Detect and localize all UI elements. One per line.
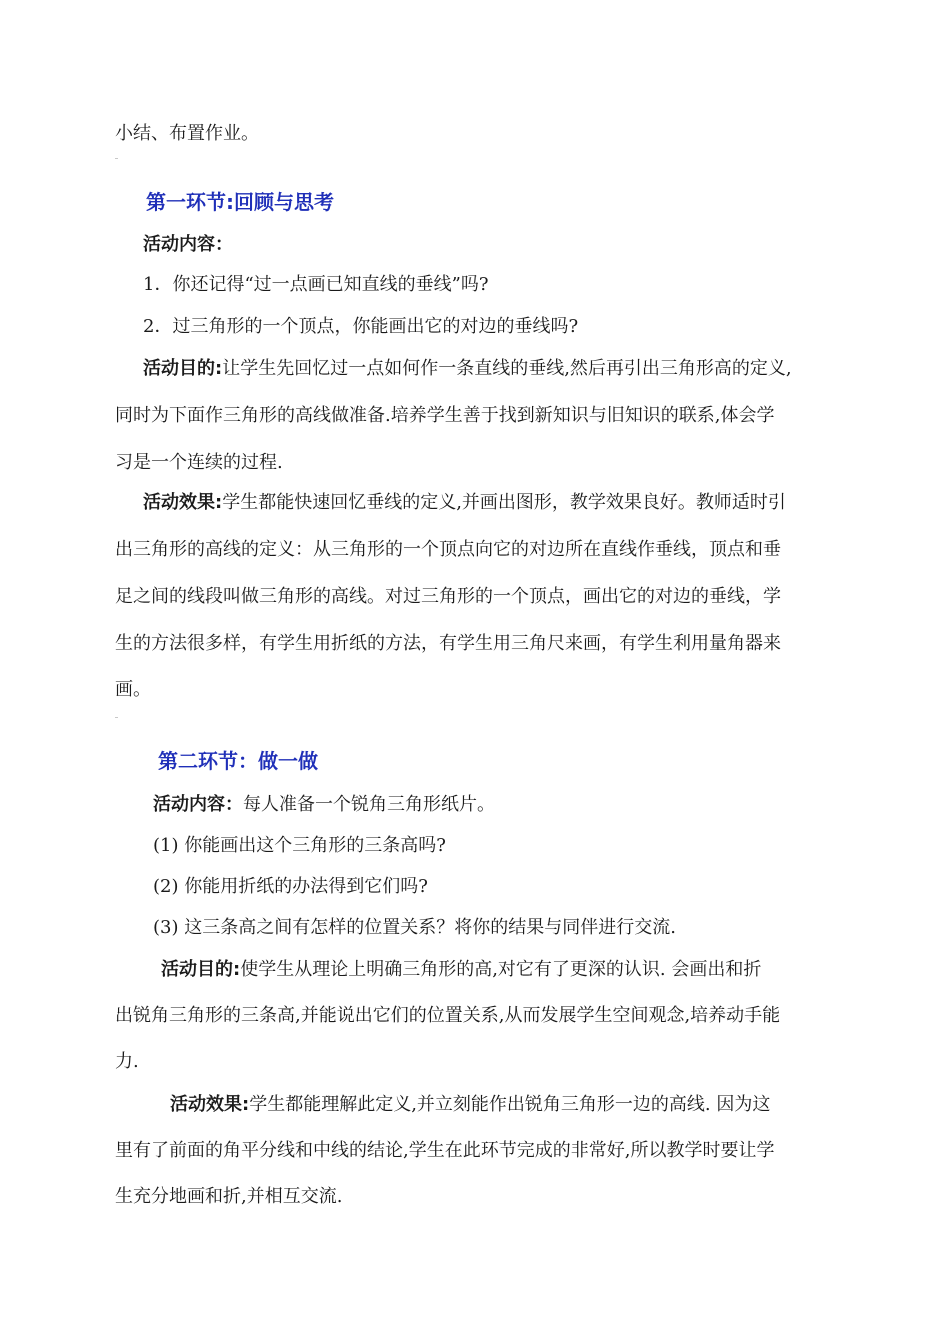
- section2-effect-label: 活动效果:: [170, 1094, 250, 1115]
- section1-effect-line-4: 生的方法很多样，有学生用折纸的方法，有学生用三角尺来画，有学生利用量角器来: [115, 633, 781, 654]
- section2-effect-text: 学生都能理解此定义,并立刻能作出锐角三角形一边的高线. 因为这: [249, 1094, 771, 1115]
- section2-goal-line-3: 力.: [115, 1051, 139, 1072]
- section2-content-line: [153, 793, 878, 817]
- section1-effect-line-3: 足之间的线段叫做三角形的高线。对过三角形的一个顶点，画出它的对边的垂线，学: [115, 586, 781, 607]
- section1-effect-line-1: [143, 491, 843, 515]
- section2-effect-line-1: [170, 1093, 850, 1117]
- section2-content-text: 每人准备一个锐角三角形纸片。: [243, 794, 495, 815]
- intro-summary: 小结、布置作业。: [115, 123, 259, 144]
- section1-effect-label: 活动效果:: [143, 492, 223, 513]
- paragraph-mark: [115, 717, 118, 718]
- section2-item-1: (1) 你能画出这个三角形的三条高吗?: [153, 835, 446, 856]
- section1-effect-line-2: 出三角形的高线的定义：从三角形的一个顶点向它的对边所在直线作垂线，顶点和垂: [115, 539, 781, 560]
- section2-heading: 第二环节：做一做: [158, 749, 318, 773]
- section2-item-3: (3) 这三条高之间有怎样的位置关系？将你的结果与同伴进行交流.: [153, 917, 676, 938]
- section2-goal-line-2: 出锐角三角形的三条高,并能说出它们的位置关系,从而发展学生空间观念,培养动手能: [115, 1005, 781, 1026]
- section1-goal-line-2: 同时为下面作三角形的高线做准备.培养学生善于找到新知识与旧知识的联系,体会学: [115, 405, 775, 426]
- section2-effect-line-3: 生充分地画和折,并相互交流.: [115, 1186, 343, 1207]
- section1-goal-text: 让学生先回忆过一点如何作一条直线的垂线,然后再引出三角形高的定义,: [222, 358, 792, 379]
- section1-item-2: 2．过三角形的一个顶点，你能画出它的对边的垂线吗?: [143, 316, 579, 337]
- section1-item-1: 1．你还记得“过一点画已知直线的垂线”吗?: [143, 274, 489, 295]
- section1-effect-text: 学生都能快速回忆垂线的定义,并画出图形，教学效果良好。教师适时引: [222, 492, 786, 513]
- section2-content-label: 活动内容：: [153, 794, 243, 815]
- paragraph-mark: [115, 158, 118, 159]
- section1-effect-line-5: 画。: [115, 679, 151, 700]
- section2-item-2: (2) 你能用折纸的办法得到它们吗?: [153, 876, 428, 897]
- section1-goal-label: 活动目的:: [143, 358, 223, 379]
- section1-heading: 第一环节:回顾与思考: [146, 190, 334, 214]
- section2-effect-line-2: 里有了前面的角平分线和中线的结论,学生在此环节完成的非常好,所以教学时要让学: [115, 1140, 775, 1161]
- section1-goal-line-3: 习是一个连续的过程.: [115, 452, 283, 473]
- section2-goal-text: 使学生从理论上明确三角形的高,对它有了更深的认识. 会画出和折: [240, 959, 762, 980]
- section2-goal-label: 活动目的:: [161, 959, 241, 980]
- section1-goal-line-1: [143, 357, 843, 381]
- section1-content-label: 活动内容：: [143, 234, 233, 255]
- section2-goal-line-1: [161, 958, 851, 982]
